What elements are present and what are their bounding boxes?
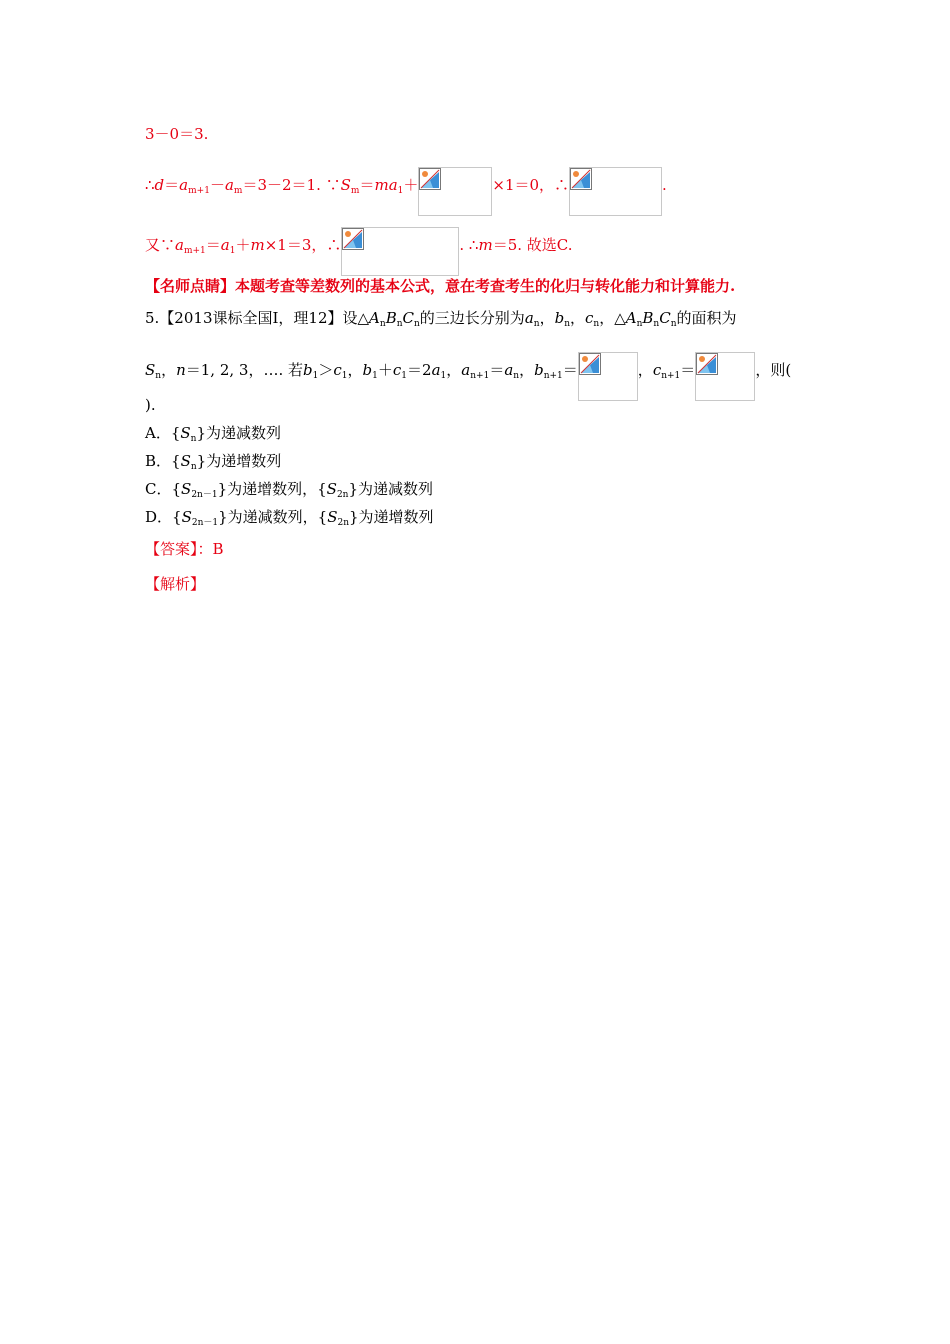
- text: ＋: [377, 361, 393, 379]
- var-d: d: [154, 176, 165, 194]
- text: ＋: [403, 176, 419, 194]
- var-S: S: [181, 480, 192, 498]
- subscript: 2n－1: [191, 490, 218, 500]
- subscript: 1: [229, 246, 236, 256]
- option-c: [145, 479, 433, 499]
- var-S: S: [180, 452, 191, 470]
- text: . ∴: [459, 236, 479, 254]
- broken-image-icon: [578, 352, 638, 401]
- var-B: B: [385, 309, 397, 327]
- text: 的面积为: [676, 309, 737, 327]
- subscript: n: [593, 319, 600, 329]
- text: ，则(: [755, 361, 792, 379]
- subscript: n: [513, 371, 520, 381]
- subscript: n+1: [543, 371, 563, 381]
- subscript: n: [155, 371, 162, 381]
- text: ，: [446, 361, 462, 379]
- text: ＝: [359, 176, 375, 194]
- var-ma: ma: [374, 176, 398, 194]
- var-A: A: [625, 309, 637, 327]
- var-m: m: [250, 236, 265, 254]
- subscript: 2n: [337, 518, 350, 528]
- text: }为递减数列: [196, 424, 282, 442]
- subscript: m: [233, 186, 243, 196]
- text: ，: [569, 309, 585, 327]
- var-b: b: [362, 361, 373, 379]
- analysis-heading: 【解析】: [145, 575, 206, 593]
- subscript: n: [636, 319, 643, 329]
- text: ＝: [164, 176, 180, 194]
- var-A: A: [369, 309, 380, 327]
- var-b: b: [534, 361, 544, 379]
- broken-image-icon: [695, 352, 755, 401]
- subscript: n: [190, 434, 197, 444]
- text: ，: [347, 361, 363, 379]
- subscript: 1: [341, 371, 348, 381]
- var-a: a: [220, 236, 230, 254]
- subscript: m+1: [183, 246, 206, 256]
- var-B: B: [642, 309, 654, 327]
- text: ，: [161, 361, 177, 379]
- text: }为递增数列: [349, 508, 434, 526]
- text: 又∵: [145, 236, 176, 254]
- subscript: 1: [397, 186, 404, 196]
- var-C: C: [659, 309, 671, 327]
- text: }为递增数列，{: [217, 480, 327, 498]
- var-c: c: [333, 361, 342, 379]
- text: －: [209, 176, 225, 194]
- subscript: n: [396, 319, 403, 329]
- text: }为递减数列，{: [218, 508, 328, 526]
- var-a: a: [175, 236, 184, 254]
- text: ＞: [318, 361, 334, 379]
- text: }为递增数列: [196, 452, 282, 470]
- subscript: n: [533, 319, 540, 329]
- subscript: m: [350, 186, 360, 196]
- text: ，: [539, 309, 555, 327]
- text: ×1＝0，∴: [492, 176, 570, 194]
- solution-line-2: [145, 167, 667, 216]
- text: ＝: [205, 236, 221, 254]
- var-S: S: [327, 508, 338, 526]
- subscript: 1: [401, 371, 408, 381]
- subscript: m+1: [188, 186, 210, 196]
- var-a: a: [461, 361, 471, 379]
- var-a: a: [504, 361, 514, 379]
- solution-line-1: 3－0＝3.: [145, 125, 209, 143]
- var-a: a: [224, 176, 234, 194]
- broken-image-icon: [341, 227, 459, 276]
- therefore-symbol: ∴: [145, 176, 155, 194]
- broken-image-icon: [418, 167, 492, 216]
- text: ＝2: [407, 361, 432, 379]
- question-number: 5.【2013课标全国Ⅰ，理12】设△: [145, 309, 370, 327]
- text: }为递减数列: [348, 480, 434, 498]
- subscript: n: [670, 319, 677, 329]
- var-a: a: [179, 176, 189, 194]
- subscript: 2n: [336, 490, 349, 500]
- var-S: S: [145, 361, 156, 379]
- option-b: [145, 451, 281, 471]
- var-C: C: [402, 309, 414, 327]
- subscript: n: [564, 319, 570, 329]
- var-S: S: [180, 424, 191, 442]
- text: ＝: [680, 361, 696, 379]
- var-b: b: [554, 309, 565, 327]
- broken-image-icon: [569, 167, 662, 216]
- subscript: n: [653, 319, 660, 329]
- var-S: S: [181, 508, 192, 526]
- subscript: n: [379, 319, 386, 329]
- text: A．{: [145, 424, 181, 442]
- subscript: 1: [440, 371, 447, 381]
- text: .: [662, 176, 667, 194]
- text: ＝1, 2, 3，…. 若: [185, 361, 304, 379]
- subscript: n+1: [661, 371, 681, 381]
- text: ×1＝3，∴: [264, 236, 342, 254]
- text: 的三边长分别为: [419, 309, 525, 327]
- var-c: c: [392, 361, 402, 379]
- var-a: a: [524, 309, 534, 327]
- var-s: S: [340, 176, 351, 194]
- text: ，: [637, 361, 653, 379]
- option-d: [145, 507, 434, 527]
- text: ＝5. 故选C.: [492, 236, 573, 254]
- subscript: 1: [372, 371, 378, 381]
- question-5-line-2: [145, 352, 791, 401]
- subscript: n: [190, 462, 197, 472]
- subscript: 2n－1: [191, 518, 219, 528]
- text: ，△: [599, 309, 626, 327]
- text: ＋: [235, 236, 251, 254]
- solution-line-3: [145, 227, 573, 276]
- question-5-line-3: ).: [145, 396, 156, 414]
- var-c: c: [585, 309, 594, 327]
- teacher-note: 【名师点睛】本题考查等差数列的基本公式，意在考查考生的化归与转化能力和计算能力.: [145, 277, 736, 295]
- text: ＝: [562, 361, 578, 379]
- subscript: n: [414, 319, 420, 329]
- var-n: n: [176, 361, 186, 379]
- var-m: m: [478, 236, 493, 254]
- var-a: a: [431, 361, 441, 379]
- text: D．{: [145, 508, 182, 526]
- subscript: n+1: [470, 371, 490, 381]
- answer-line: 【答案】：B: [145, 540, 224, 558]
- text: C．{: [145, 480, 182, 498]
- option-a: [145, 423, 281, 443]
- text: ，: [519, 361, 535, 379]
- text: ＝3－2＝1. ∵: [242, 176, 341, 194]
- var-S: S: [326, 480, 337, 498]
- text: B．{: [145, 452, 181, 470]
- question-5-line-1: [145, 308, 737, 328]
- subscript: 1: [312, 371, 319, 381]
- var-c: c: [652, 361, 662, 379]
- var-b: b: [303, 361, 313, 379]
- text: ＝: [489, 361, 505, 379]
